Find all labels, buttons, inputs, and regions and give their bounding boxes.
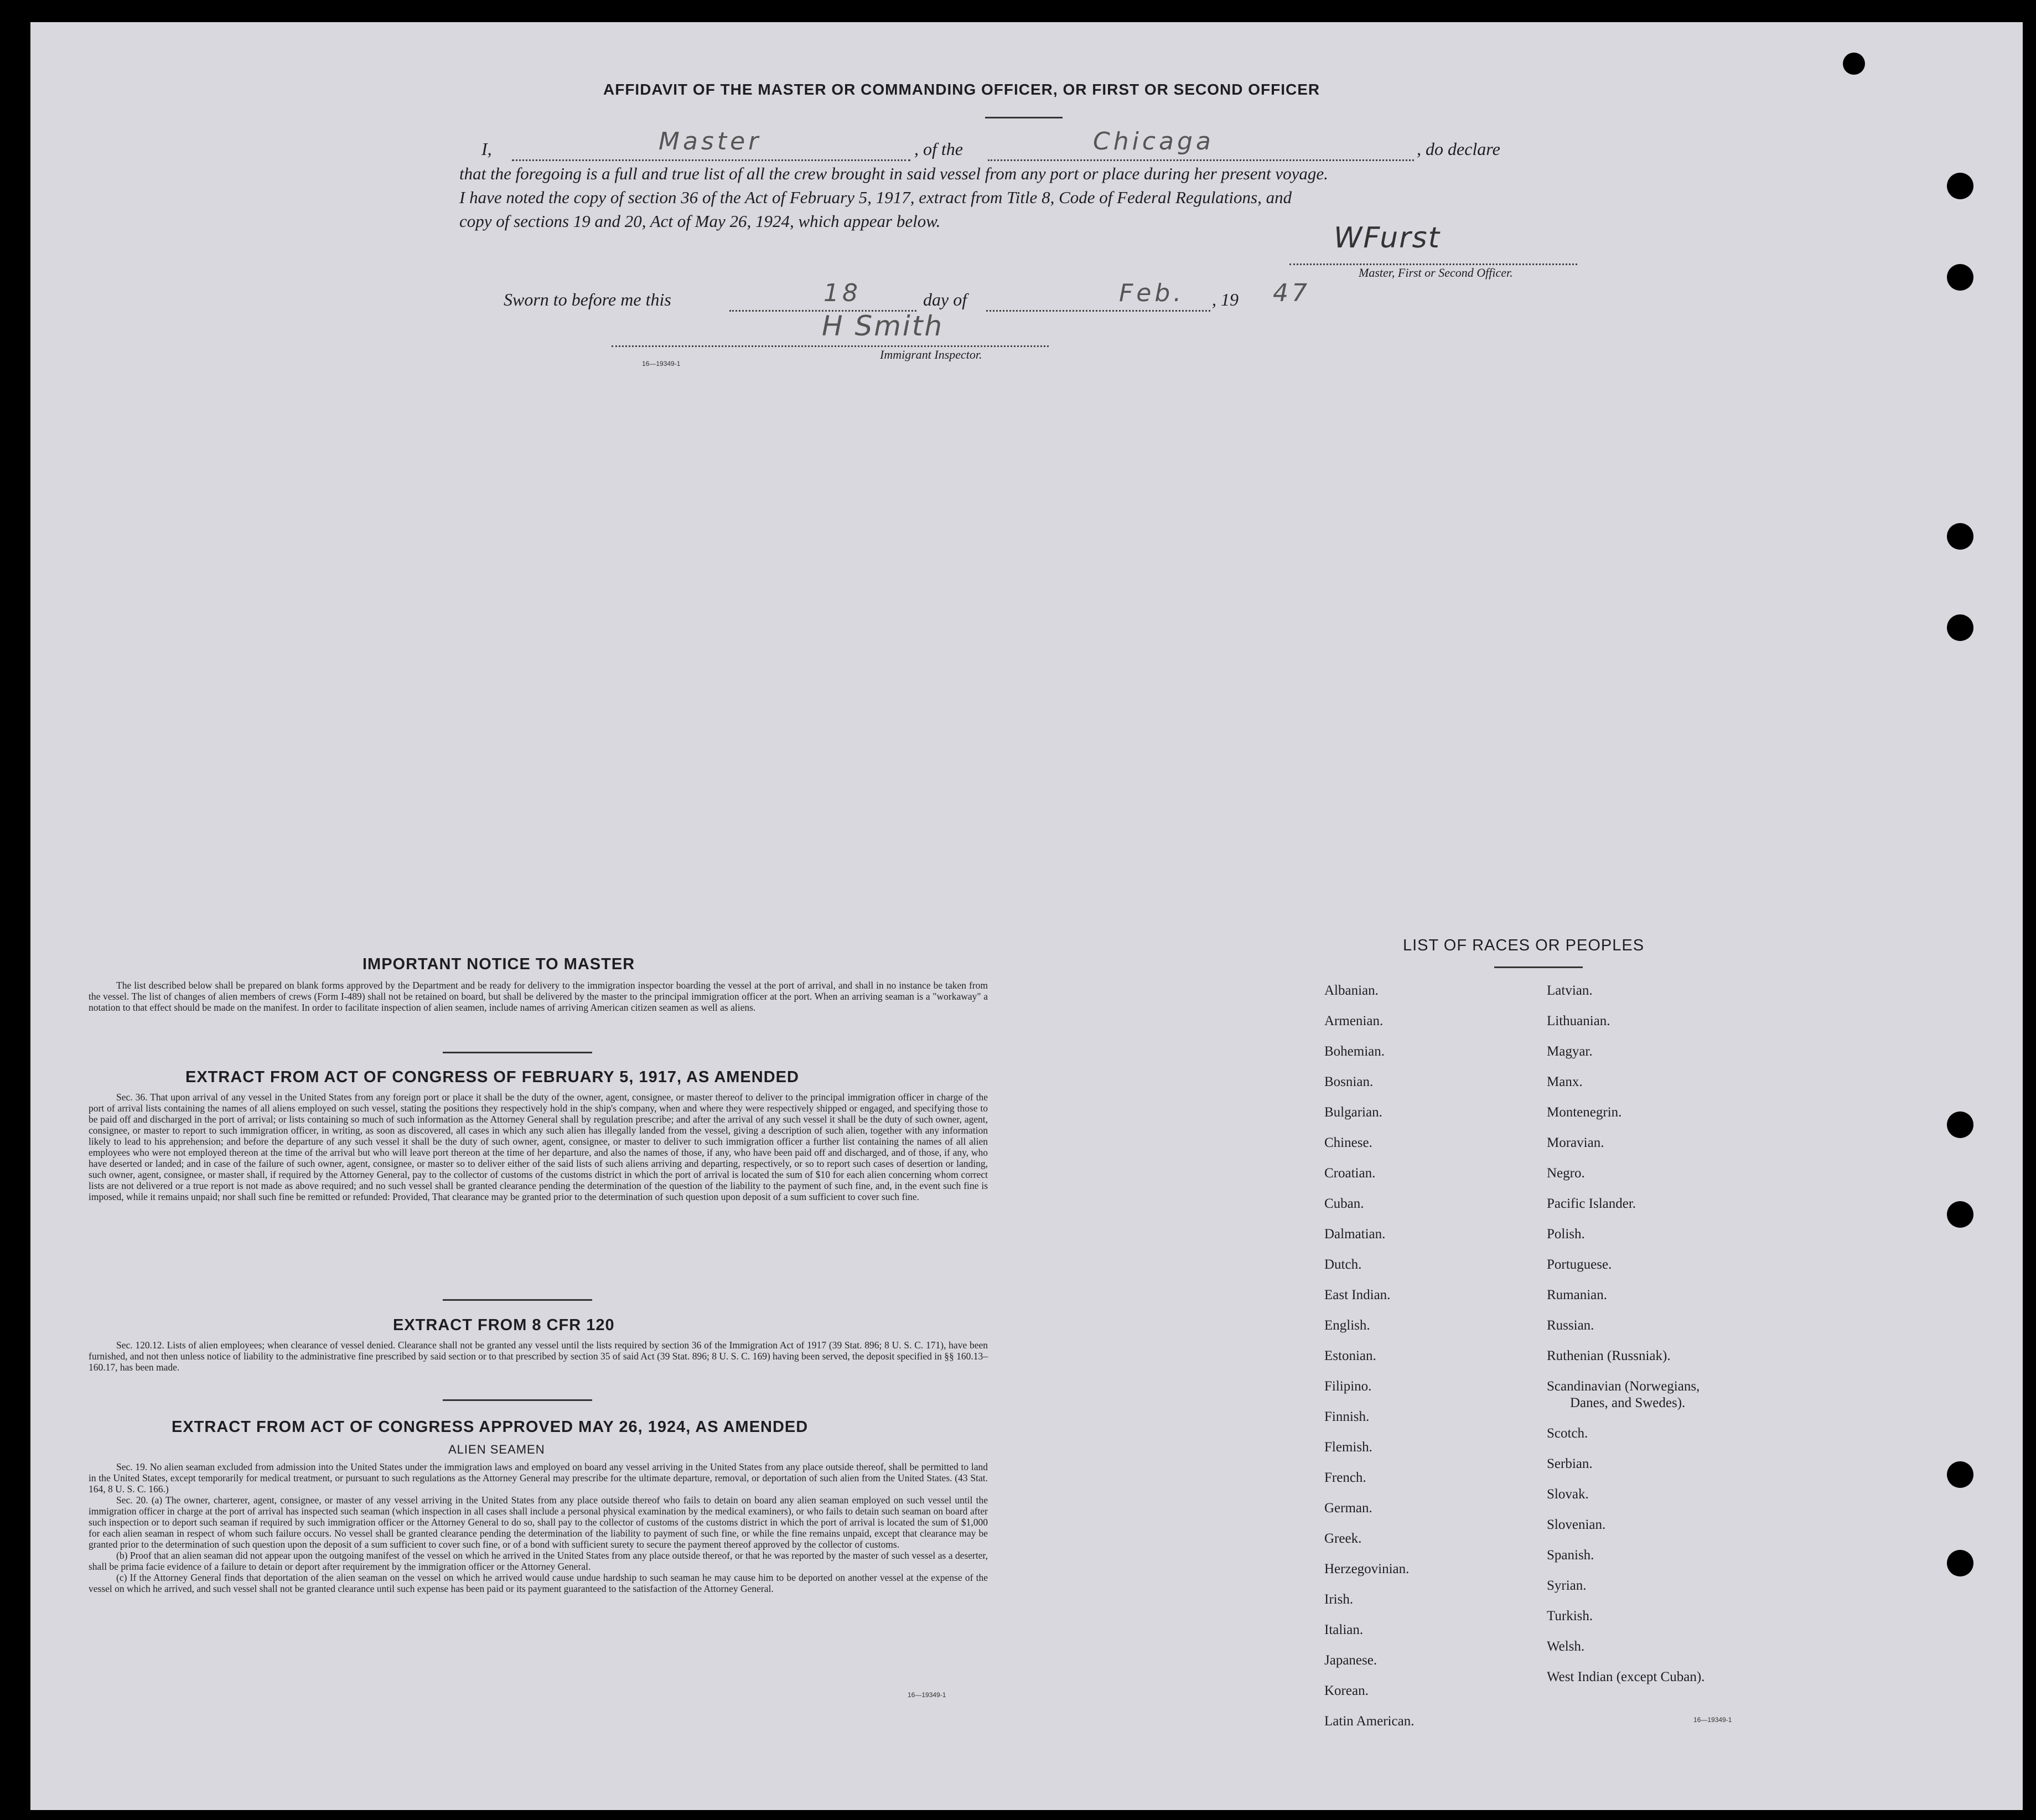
punch-hole <box>1947 1201 1973 1228</box>
punch-hole <box>1947 1111 1973 1138</box>
sworn-label: Sworn to before me this <box>504 289 671 309</box>
race-item: Japanese. <box>1324 1653 1377 1668</box>
master-signature: WFurst <box>1334 221 1441 255</box>
notice-paragraph: The list described below shall be prepared on blank forms approved by the Department and be ready for delivery to the immigration inspector boarding the vessel at the port of arrival, and shall in no instance be taken from the vessel. The list of changes of alien members of crews (Form I-489) shall not be retained on board, but shall be delivered by the master to the principal immigration officer at the port. When an arriving seaman is a "workaway" a notation to that effect should be made on the manifest. In order to facilitate inspection of alien seamen, include names of arriving American citizen seamen as well as aliens. <box>89 980 988 1013</box>
year-handwritten: 47 <box>1273 279 1310 307</box>
sworn-line <box>504 279 1389 316</box>
signature-line <box>1289 260 1577 265</box>
inspector-caption: Immigrant Inspector. <box>880 348 982 361</box>
race-item: Irish. <box>1324 1592 1354 1607</box>
race-item: Latvian. <box>1547 983 1593 998</box>
month-handwritten: Feb. <box>1119 279 1185 307</box>
race-item: West Indian (except Cuban). <box>1547 1669 1705 1684</box>
race-item: Magyar. <box>1547 1044 1593 1059</box>
section-20c-paragraph: (c) If the Attorney General finds that deportation of the alien seaman on the vessel on which he arrived would cause undue hardship to such seaman he may cause him to be deported on another vessel at the expense of the vessel on which he arrived, and such vessel shall not be granted clearance until such expense has been paid or its payment guaranteed to the satisfaction of the Attorney General. <box>89 1572 988 1594</box>
race-item: Lithuanian. <box>1547 1014 1610 1028</box>
extract-cfr-title: EXTRACT FROM 8 CFR 120 <box>393 1316 615 1334</box>
day-blank <box>729 288 916 312</box>
section-36-paragraph: Sec. 36. That upon arrival of any vessel in the United States from any foreign port or place it shall be the duty of the owner, agent, consignee, or master thereof to deliver to the principal immigration officer in charge of the port of arrival lists containing the names of all aliens employed on such vessel, stating the positions they respectively hold in the ship's company, when and where they were respectively shipped or engaged, and specifying those to be paid off and discharged in the port of arrival; or lists containing so much of such information as the Attorney General shall by regulation prescribe; and after the arrival of any such vessel it shall be the duty of such owner, agent, consignee, or master to report to such immigration officer, in writing, as soon as discovered, all cases in which any such alien has illegally landed from the vessel, giving a description of such alien, together with any information likely to lead to his apprehension; and before the departure of any such vessel it shall be the duty of such owner, agent, consignee, or master to deliver to such immigration officer a further list containing the names of all alien employees who were not employed thereon at the time of the arrival but who will leave port thereon at the time of her departure, and also the names of those, if any, who have been paid off and discharged, and of those, if any, who have deserted or landed; and in case of the failure of such owner, agent, consignee, or master so to deliver either of the said lists of such aliens arriving and departing, respectively, or so to report such cases of desertion or landing, such owner, agent, consignee, or master shall, if required by the Attorney General, pay to the collector of customs of the customs district in which the port of arrival is located the sum of $10 for each alien concerning whom correct lists are not delivered or a true report is not made as above required; and no such vessel shall be granted clearance pending the determination of the question of the liability to the payment of such fine, and, in the event such fine is imposed, while it remains unpaid; nor shall such fine be remitted or refunded: Provided, That clearance may be granted prior to the determination of such question upon deposit of a sum sufficient to cover such fine. <box>89 1092 988 1202</box>
section-20a-paragraph: Sec. 20. (a) The owner, charterer, agent, consignee, or master of any vessel arriving in the United States from any place outside thereof who fails to detain on board any alien seaman employed on such vessel until the immigration officer in charge at the port of arrival has inspected such seaman (which inspection in all cases shall include a personal physical examination by the medical examiners), or who fails to detain such seaman on board after such inspection or to deport such seaman if required by such immigration officer or the Attorney General to do so, shall pay to the collector of customs of the customs district in which the port of arrival is located the sum of $1,000 for each alien seaman in respect of whom such failure occurs. No vessel shall be granted clearance pending the determination of the liability to payment of such fine, or while the fine remains unpaid, except that clearance may be granted prior to the determination of such question upon the deposit of a sum sufficient to cover such fine, or of a bond with sufficient surety to secure the payment thereof approved by the collector of customs. <box>89 1495 988 1550</box>
race-item: Dalmatian. <box>1324 1227 1386 1242</box>
race-item: Scotch. <box>1547 1426 1588 1441</box>
race-item: Montenegrin. <box>1547 1105 1622 1120</box>
race-item: Ruthenian (Russniak). <box>1547 1348 1671 1363</box>
signature-caption: Master, First or Second Officer. <box>1359 266 1513 280</box>
inspector-line <box>612 342 1049 347</box>
race-item: Bosnian. <box>1324 1074 1374 1089</box>
punch-hole <box>1947 523 1973 550</box>
form-number-right: 16—19349-1 <box>1693 1716 1732 1724</box>
race-item: Finnish. <box>1324 1409 1370 1424</box>
i-label: I, <box>481 139 492 159</box>
punch-hole <box>1947 1550 1973 1576</box>
race-item: Dutch. <box>1324 1257 1362 1272</box>
races-title-rule <box>1494 966 1583 968</box>
race-item: Cuban. <box>1324 1196 1364 1211</box>
section-20b-paragraph: (b) Proof that an alien seaman did not appear upon the outgoing manifest of the vessel on which he arrived in the United States from any place outside thereof, or that he was reported by the master of such vessel as a deserter, shall be prima facie evidence of a failure to detain or deport after requirement by the immigration officer or the Attorney General. <box>89 1550 988 1572</box>
day-handwritten: 18 <box>823 279 861 307</box>
race-item: Greek. <box>1324 1531 1362 1546</box>
extract-1917-title: EXTRACT FROM ACT OF CONGRESS OF FEBRUARY 5, 1917, AS AMENDED <box>185 1068 799 1086</box>
race-item: Estonian. <box>1324 1348 1376 1363</box>
declaration-line-4: copy of sections 19 and 20, Act of May 26, 1924, which appear below. <box>459 211 941 231</box>
section-rule <box>443 1399 592 1401</box>
race-item: Russian. <box>1547 1318 1594 1333</box>
race-item: German. <box>1324 1501 1372 1516</box>
year-prefix: , 19 <box>1212 289 1239 309</box>
notice-title: IMPORTANT NOTICE TO MASTER <box>362 955 635 973</box>
race-item: Rumanian. <box>1547 1288 1608 1302</box>
punch-hole <box>1947 614 1973 641</box>
extract-cfr-text <box>89 1340 988 1373</box>
section-19-paragraph: Sec. 19. No alien seaman excluded from admission into the United States under the immigration laws and employed on board any vessel arriving in the United States from any place outside thereof, shall be permitted to land in the United States, except temporarily for medical treatment, or pursuant to such regulations as the Attorney General may prescribe for the ultimate departure, removal, or deportation of such alien from the United States. (43 Stat. 164, 8 U. S. C. 166.) <box>89 1461 988 1495</box>
race-item: Slovak. <box>1547 1487 1589 1502</box>
race-item: Chinese. <box>1324 1135 1372 1150</box>
section-120-12-paragraph: Sec. 120.12. Lists of alien employees; when clearance of vessel denied. Clearance shall not be granted any vessel until the lists required by section 36 of the Immigration Act of 1917 (39 Stat. 896; 8 U. S. C. 171), have been furnished, and not then unless notice of liability to the administrative fine prescribed by said section or to that prescribed by section 35 of said Act (39 Stat. 896; 8 U. S. C. 169) having been served, the deposit specified in §§ 160.13–160.17, has been made. <box>89 1340 988 1373</box>
race-item: Armenian. <box>1324 1014 1384 1028</box>
race-item: Bulgarian. <box>1324 1105 1382 1120</box>
section-rule <box>443 1299 592 1301</box>
race-item: English. <box>1324 1318 1370 1333</box>
race-item: Portuguese. <box>1547 1257 1612 1272</box>
races-title: LIST OF RACES OR PEOPLES <box>1403 937 1645 954</box>
race-item: Filipino. <box>1324 1379 1372 1394</box>
race-item: Turkish. <box>1547 1609 1593 1623</box>
race-item: Flemish. <box>1324 1440 1372 1455</box>
notice-text <box>89 980 988 1013</box>
form-number-left: 16—19349-1 <box>908 1691 946 1699</box>
declaration-line-1 <box>481 127 1583 165</box>
race-item: Negro. <box>1547 1166 1585 1181</box>
race-item: Albanian. <box>1324 983 1379 998</box>
race-item: Pacific Islander. <box>1547 1196 1636 1211</box>
race-item: Italian. <box>1324 1622 1364 1637</box>
punch-hole <box>1947 264 1973 291</box>
section-rule <box>443 1052 592 1053</box>
races-column-1 <box>1324 975 1414 1736</box>
of-the-label: , of the <box>914 139 963 159</box>
race-item: French. <box>1324 1470 1366 1485</box>
race-item: Latin American. <box>1324 1714 1415 1729</box>
race-item: Serbian. <box>1547 1456 1593 1471</box>
form-number-top: 16—19349-1 <box>642 360 681 368</box>
master-handwritten: Master <box>659 127 762 156</box>
punch-hole <box>1947 1461 1973 1488</box>
inspector-signature: H Smith <box>822 310 944 342</box>
race-item: Moravian. <box>1547 1135 1604 1150</box>
alien-seamen-subtitle: ALIEN SEAMEN <box>448 1442 545 1456</box>
title-rule <box>985 117 1063 118</box>
race-item: Scandinavian (Norwegians, <box>1547 1379 1700 1394</box>
declaration-line-3: I have noted the copy of section 36 of the Act of February 5, 1917, extract from Title 8, Code of Federal Regulations, and <box>459 188 1292 207</box>
race-item: Syrian. <box>1547 1578 1587 1593</box>
vessel-handwritten: Chicaga <box>1093 127 1214 156</box>
race-item: Korean. <box>1324 1683 1369 1698</box>
extract-1917-text <box>89 1092 988 1202</box>
punch-hole <box>1947 173 1973 199</box>
race-item: Croatian. <box>1324 1166 1376 1181</box>
race-item: Herzegovinian. <box>1324 1562 1410 1576</box>
race-item: East Indian. <box>1324 1288 1391 1302</box>
race-item: Slovenian. <box>1547 1517 1606 1532</box>
races-column-2 <box>1547 975 1705 1692</box>
punch-hole <box>1843 53 1865 75</box>
race-item: Spanish. <box>1547 1548 1594 1563</box>
race-item: Danes, and Swedes). <box>1570 1395 1686 1410</box>
race-item: Manx. <box>1547 1074 1583 1089</box>
do-declare-label: , do declare <box>1417 139 1500 159</box>
extract-1924-title: EXTRACT FROM ACT OF CONGRESS APPROVED MAY 26, 1924, AS AMENDED <box>172 1418 809 1436</box>
race-item: Bohemian. <box>1324 1044 1385 1059</box>
extract-1924-text <box>89 1461 988 1594</box>
declaration-line-2: that the foregoing is a full and true list of all the crew brought in said vessel from any port or place during her present voyage. <box>459 164 1328 183</box>
race-item: Polish. <box>1547 1227 1585 1242</box>
race-item: Welsh. <box>1547 1639 1585 1654</box>
affidavit-title: AFFIDAVIT OF THE MASTER OR COMMANDING OFFICER, OR FIRST OR SECOND OFFICER <box>603 81 1320 98</box>
day-of-label: day of <box>923 289 967 309</box>
